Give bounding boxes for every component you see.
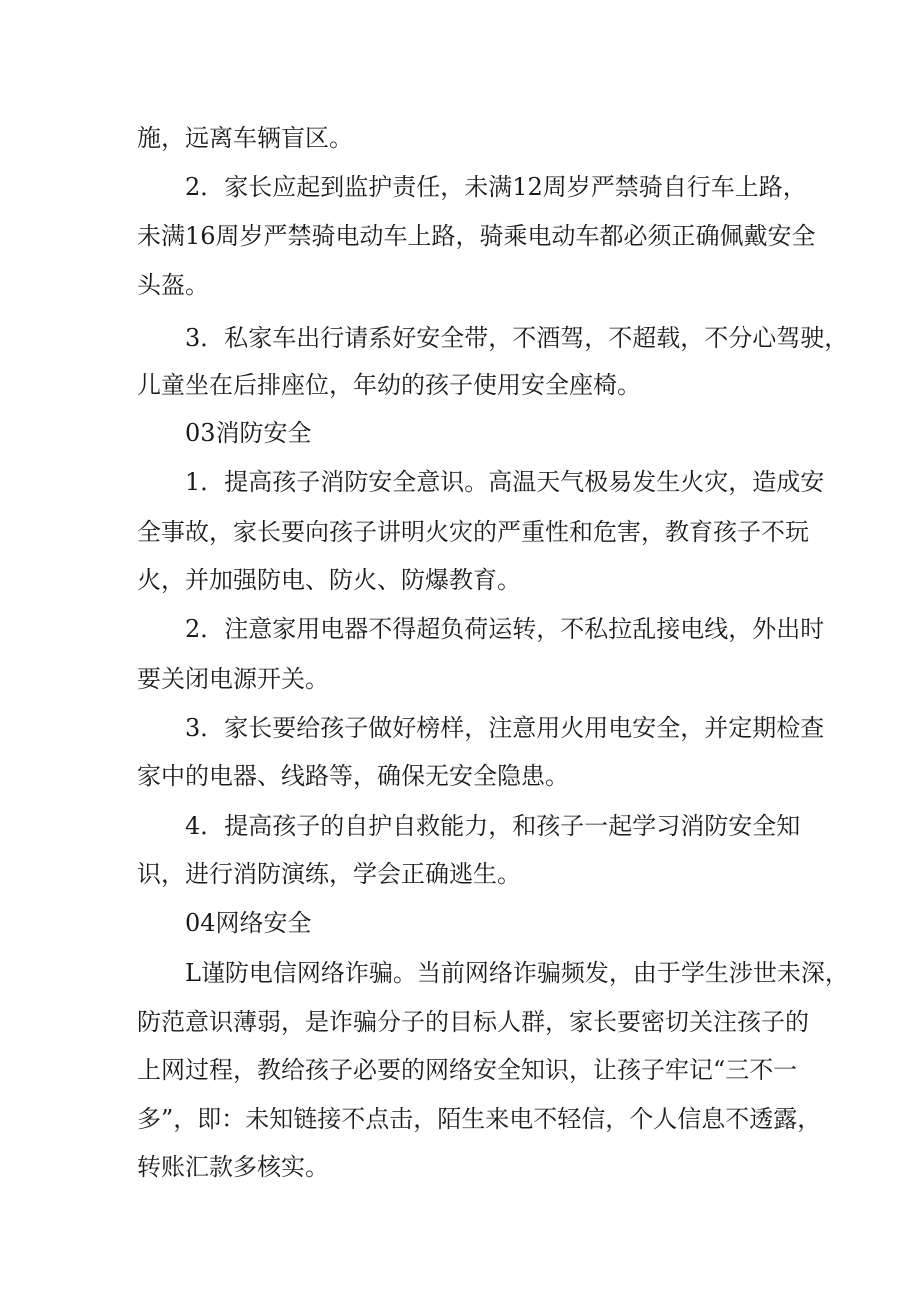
text-line: 防范意识薄弱，是诈骗分子的目标人群，家长要密切关注孩子的 xyxy=(137,1008,809,1036)
text-line: 头盔。 xyxy=(137,271,209,299)
section-heading: 04网络安全 xyxy=(185,909,312,937)
text-line: 全事故，家长要向孩子讲明火灾的严重性和危害，教育孩子不玩 xyxy=(137,518,809,546)
text-line: L谨防电信网络诈骗。当前网络诈骗频发，由于学生涉世未深， xyxy=(185,959,849,987)
text-line: 1．提高孩子消防安全意识。高温天气极易发生火灾，造成安 xyxy=(185,468,825,496)
text-line: 要关闭电源开关。 xyxy=(137,665,329,693)
text-line: 家中的电器、线路等，确保无安全隐患。 xyxy=(137,762,569,790)
text-line: 2．家长应起到监护责任，未满12周岁严禁骑自行车上路， xyxy=(185,173,807,201)
text-line: 识，进行消防演练，学会正确逃生。 xyxy=(137,860,521,888)
text-line: 未满16周岁严禁骑电动车上路，骑乘电动车都必须正确佩戴安全 xyxy=(137,222,816,250)
text-line: 转账汇款多核实。 xyxy=(137,1153,329,1181)
text-line: 火，并加强防电、防火、防爆教育。 xyxy=(137,566,521,594)
section-heading: 03消防安全 xyxy=(185,419,312,447)
text-line: 3．私家车出行请系好安全带，不酒驾，不超载，不分心驾驶， xyxy=(185,324,849,352)
text-line: 儿童坐在后排座位，年幼的孩子使用安全座椅。 xyxy=(137,371,641,399)
text-line: 4．提高孩子的自护自救能力，和孩子一起学习消防安全知 xyxy=(185,812,801,840)
text-line: 上网过程，教给孩子必要的网络安全知识，让孩子牢记“三不一 xyxy=(137,1056,798,1084)
text-line: 2．注意家用电器不得超负荷运转，不私拉乱接电线，外出时 xyxy=(185,615,825,643)
text-line: 3．家长要给孩子做好榜样，注意用火用电安全，并定期检查 xyxy=(185,714,825,742)
text-line: 施，远离车辆盲区。 xyxy=(137,124,353,152)
text-line: 多”，即：未知链接不点击，陌生来电不轻信，个人信息不透露， xyxy=(137,1105,822,1133)
